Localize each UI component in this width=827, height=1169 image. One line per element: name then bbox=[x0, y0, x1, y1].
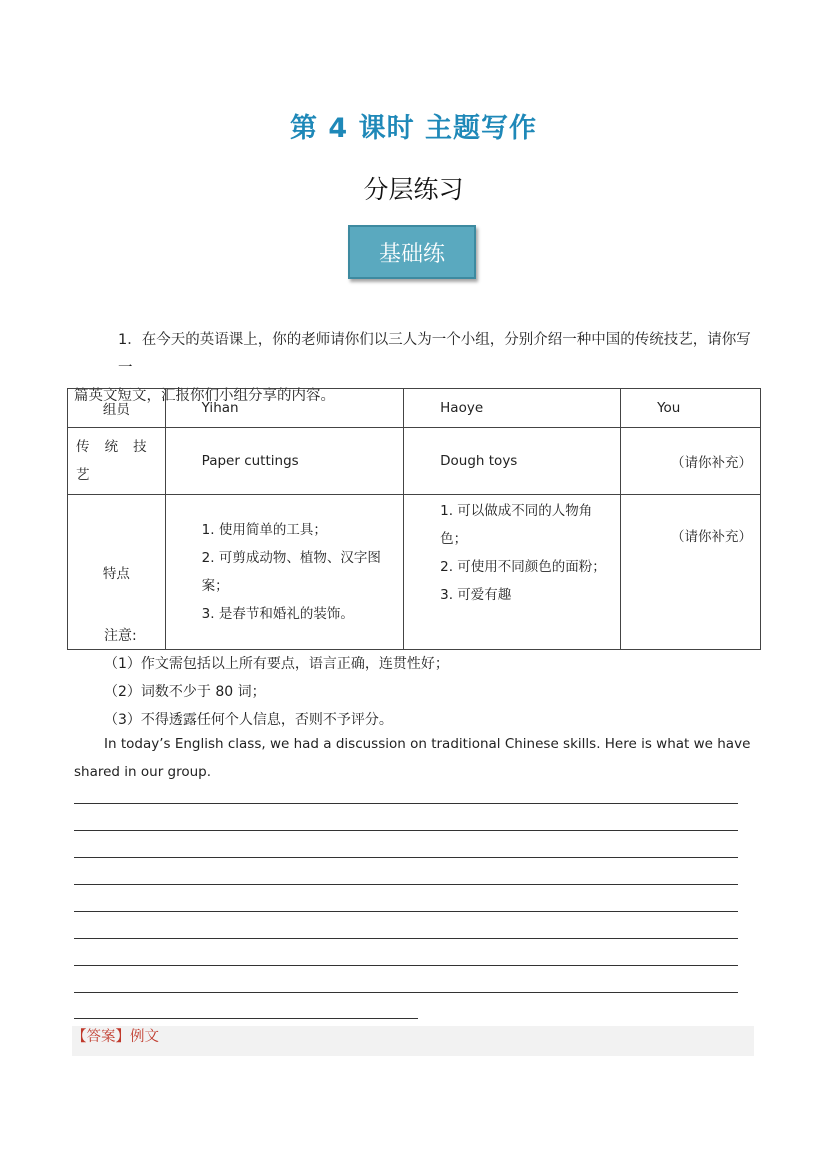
writing-line[interactable] bbox=[74, 992, 738, 993]
essay-intro: In today’s English class, we had a discussion on traditional Chinese skills. Here is what we have shared in our group. bbox=[74, 736, 751, 780]
table-cell-label: 组员 bbox=[68, 389, 166, 428]
table-cell: Yihan bbox=[165, 389, 403, 428]
writing-line[interactable] bbox=[74, 938, 738, 939]
answer-text: 例文 bbox=[130, 1029, 159, 1045]
table-cell: Paper cuttings bbox=[165, 428, 403, 495]
list-item: 3. 是春节和婚礼的装饰。 bbox=[201, 606, 354, 622]
table-cell: Dough toys bbox=[404, 428, 621, 495]
level-badge: 基础练 bbox=[348, 225, 476, 279]
writing-line[interactable] bbox=[74, 857, 738, 858]
note-item: （3）不得透露任何个人信息，否则不予评分。 bbox=[104, 712, 393, 728]
answer-tag: 【答案】 bbox=[72, 1029, 130, 1045]
list-item: 3. 可爱有趣 bbox=[440, 587, 512, 603]
table-cell: （请你补充） bbox=[621, 495, 761, 650]
writing-line[interactable] bbox=[74, 803, 738, 804]
feature-list bbox=[166, 516, 403, 628]
notes-heading: 注意: bbox=[104, 628, 137, 644]
notes bbox=[104, 622, 449, 734]
question-line-2: 篇英文短文，汇报你们小组分享的内容。 bbox=[74, 388, 335, 404]
table-cell: You bbox=[621, 389, 761, 428]
list-item: 1. 使用简单的工具； bbox=[201, 522, 327, 538]
writing-line[interactable] bbox=[74, 884, 738, 885]
table-cell: Haoye bbox=[404, 389, 621, 428]
note-item: （1）作文需包括以上所有要点，语言正确，连贯性好； bbox=[104, 656, 449, 672]
writing-line[interactable] bbox=[74, 1018, 418, 1019]
question-line-1: 1．在今天的英语课上，你的老师请你们以三人为一个小组，分别介绍一种中国的传统技艺，请你写一 bbox=[118, 332, 751, 376]
section-subtitle: 分层练习 bbox=[363, 175, 464, 204]
list-item: 2. 可使用不同颜色的面粉； bbox=[440, 559, 606, 575]
info-table bbox=[67, 388, 761, 650]
table-cell: （请你补充） bbox=[621, 428, 761, 495]
table-row bbox=[68, 428, 761, 495]
writing-line[interactable] bbox=[74, 911, 738, 912]
table-cell-label: 特点 bbox=[68, 495, 166, 650]
table-cell-label: 传统技艺 bbox=[68, 428, 166, 495]
list-item: 1. 可以做成不同的人物角色； bbox=[440, 503, 593, 547]
answer-box bbox=[72, 1026, 754, 1056]
writing-line[interactable] bbox=[74, 965, 738, 966]
writing-line[interactable] bbox=[74, 830, 738, 831]
lesson-title: 第 4 课时 主题写作 bbox=[290, 113, 537, 144]
note-item: （2）词数不少于 80 词； bbox=[104, 684, 266, 700]
table-row bbox=[68, 389, 761, 428]
list-item: 2. 可剪成动物、植物、汉字图案； bbox=[201, 550, 381, 594]
